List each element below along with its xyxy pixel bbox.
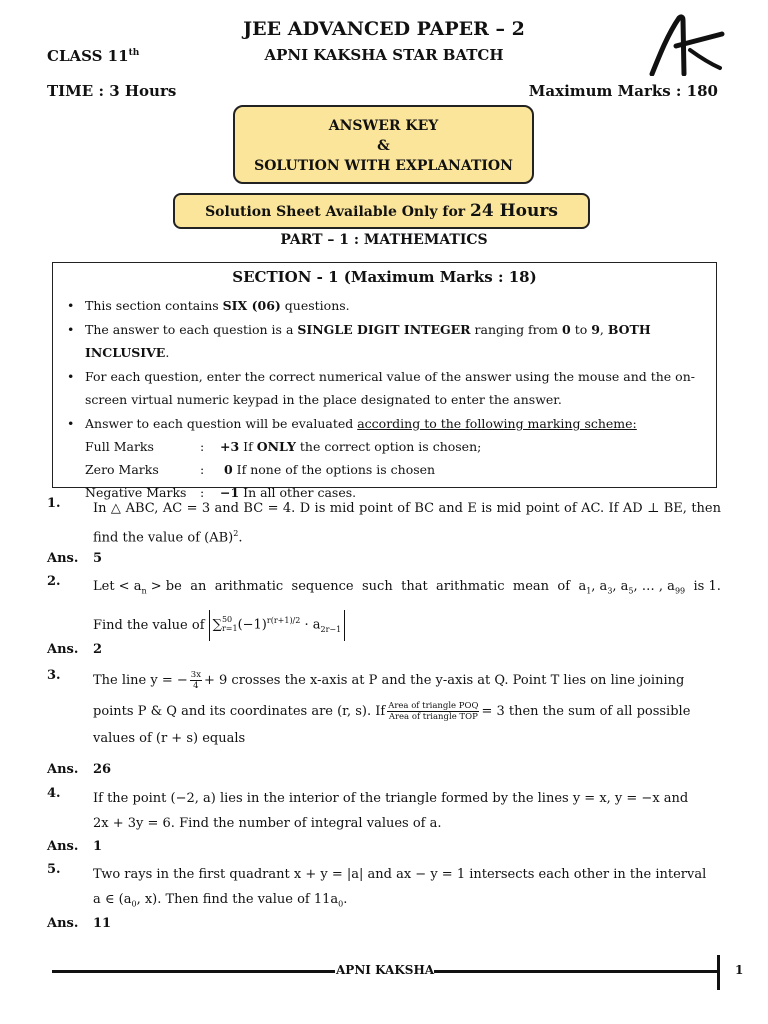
answer-5: Ans. 11 — [47, 916, 112, 931]
instruction-item: • For each question, enter the correct numerical value of the answer using the mouse and the on-screen virtual numeric keypad in the place designated to enter the answer. — [67, 365, 702, 412]
answer-key-line1: ANSWER KEY — [328, 118, 439, 134]
answer-key-line3: SOLUTION WITH EXPLANATION — [254, 158, 513, 174]
answer-1: Ans. 5 — [47, 551, 103, 566]
question-4: 4. If the point (−2, a) lies in the interior of the triangle formed by the lines y = x, y = −x and 2x + 3y = 6. Find the number of integral values of a. — [47, 786, 721, 836]
part-title: PART – 1 : MATHEMATICS — [280, 232, 488, 248]
answer-key-box — [233, 105, 534, 184]
question-text: Let < $a_n$ > be an arithmatic sequence such that arithmatic mean of $a_1$, $a_3$, $a_5$, … , $a_{99}$ is 1. Find the value of ∑ 50 r=1 $(-1)^{r(r+1)/2} \cdot a_{2r-1}$ — [93, 574, 721, 641]
answer-key-line2: & — [377, 138, 390, 154]
answer-3: Ans. 26 — [47, 762, 112, 777]
question-2: 2. Let < $a_n$ > be an arithmatic sequence such that arithmatic mean of $a_1$, $a_3$, $a_5$, … , $a_{99}$ is 1. Find the value of ∑ 50 r=1 $(-1)^{r(r+1)/2} \cdot a_{2r-1}$ — [47, 574, 721, 641]
negative-marks-row: Negative Marks : −1 In all other cases. — [85, 485, 357, 500]
question-1: 1. In △ ABC, AC = 3 and BC = 4. D is mid point of BC and E is mid point of AC. If AD ⊥ BE, then find the value of (AB)$^2$. — [47, 496, 721, 550]
time-label: TIME : 3 Hours — [47, 82, 177, 100]
instruction-item: • This section contains SIX (06) questions. — [67, 294, 702, 318]
solution-availability-box: Solution Sheet Available Only for 24 Hours — [173, 193, 590, 229]
section-instructions-box — [52, 262, 717, 500]
paper-title: JEE ADVANCED PAPER – 2 — [243, 18, 525, 40]
question-5: 5. Two rays in the first quadrant x + y = |a| and ax − y = 1 intersects each other in the interval a ∈ ($a_0$, x). Then find the value of $11a_0$. — [47, 862, 721, 917]
question-text: The line y = − $\frac{3x}{4}$ + 9 crosses the x-axis at P and the y-axis at Q. Point T lies on line joining points P & Q and its coordinates are (r, s). If $\frac{\text{Area of triangle POQ}}{\text{Area of triangle TOP}}$ = 3 then the sum of all possible values of (r + s) equals — [93, 670, 691, 746]
answer-2: Ans. 2 — [47, 642, 103, 657]
footer-vertical-bar — [717, 955, 720, 990]
max-marks-label: Maximum Marks : 180 — [528, 82, 718, 100]
question-3: 3. The line y = − $\frac{3x}{4}$ + 9 crosses the x-axis at P and the y-axis at Q. Point T lies on line joining points P & Q and its coordinates are (r, s). If $\frac{\text{Area of triangle POQ}}{\text{Area of triangle TOP}}$ = 3 then the sum of all possible values of (r + s) equals — [47, 668, 721, 751]
question-text: Two rays in the first quadrant x + y = |a| and ax − y = 1 intersects each other in the interval a ∈ ($a_0$, x). Then find the value of $11a_0$. — [93, 867, 707, 909]
footer-brand: APNI KAKSHA — [336, 963, 435, 977]
full-marks-row: Full Marks : +3 If ONLY the correct option is chosen; — [85, 439, 482, 454]
question-text: In △ ABC, AC = 3 and BC = 4. D is mid point of BC and E is mid point of AC. If AD ⊥ BE, then find the value of (AB)$^2$. — [93, 501, 721, 546]
footer-rule-left — [52, 970, 335, 973]
apni-kaksha-logo-icon — [646, 14, 726, 76]
instruction-item: • The answer to each question is a SINGLE DIGIT INTEGER ranging from 0 to 9, BOTH INCLUSIVE. — [67, 318, 702, 365]
area-ratio-fraction: $\frac{\text{Area of triangle POQ}}{\text{Area of triangle TOP}}$ — [388, 701, 479, 722]
summation-expression: ∑ 50 r=1 $(-1)^{r(r+1)/2} \cdot a_{2r-1}$ — [209, 610, 346, 641]
answer-4: Ans. 1 — [47, 839, 103, 854]
footer-rule-right — [434, 970, 720, 973]
section-title: SECTION - 1 (Maximum Marks : 18) — [232, 268, 537, 286]
class-label: CLASS 11th — [47, 47, 140, 65]
instruction-item: • Answer to each question will be evaluated according to the following marking scheme: — [67, 412, 702, 436]
fraction: $\frac{3x}{4}$ — [190, 670, 201, 691]
zero-marks-row: Zero Marks : 0 If none of the options is chosen — [85, 462, 436, 477]
batch-subtitle: APNI KAKSHA STAR BATCH — [264, 46, 504, 64]
question-text: If the point (−2, a) lies in the interior of the triangle formed by the lines y = x, y = −x and 2x + 3y = 6. Find the number of integral values of a. — [93, 791, 689, 831]
page-number: 1 — [735, 963, 744, 977]
